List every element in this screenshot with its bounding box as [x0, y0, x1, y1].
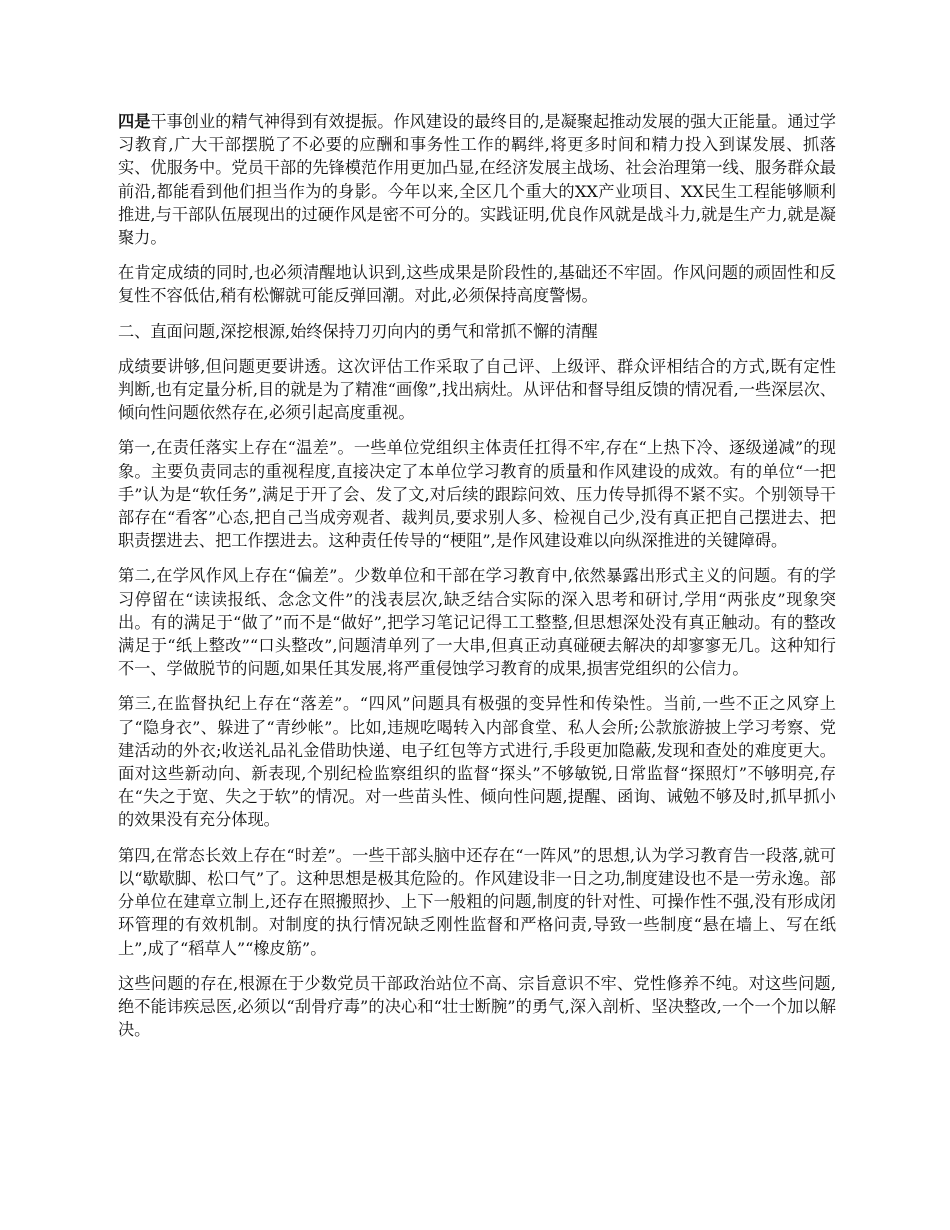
paragraph-fourth-issue: 第四,在常态长效上存在“时差”。一些干部头脑中还存在“一阵风”的思想,认为学习教育告一段落,就可以“歇歇脚、松口气”了。这种思想是极其危险的。作风建设非一日之功,制度建设也不是一劳永逸。部分单位在建章立制上,还存在照搬照抄、上下一般粗的问题,制度的针对性、可操作性不强,没有形成闭环管理的有效机制。对制度的执行情况缺乏刚性监督和严格问责,导致一些制度“悬在墙上、写在纸上”,成了“稻草人”“橡皮筋”。 — [118, 845, 836, 958]
paragraph-conclusion: 这些问题的存在,根源在于少数党员干部政治站位不高、宗旨意识不牢、党性修养不纯。对这些问题,绝不能讳疾忌医,必须以“刮骨疗毒”的决心和“壮士断腕”的勇气,深入剖析、坚决整改,一个一个加以解决。 — [118, 973, 836, 1040]
paragraph-first-issue: 第一,在责任落实上存在“温差”。一些单位党组织主体责任扛得不牢,存在“上热下冷、逐级递减”的现象。主要负责同志的重视程度,直接决定了本单位学习教育的质量和作风建设的成效。有的单位“一把手”认为是“软任务”,满足于开了会、发了文,对后续的跟踪问效、压力传导抓得不紧不实。个别领导干部存在“看客”心态,把自己当成旁观者、裁判员,要求别人多、检视自己少,没有真正把自己摆进去、把职责摆进去、把工作摆进去。这种责任传导的“梗阻”,是作风建设难以向纵深推进的关键障碍。 — [118, 438, 836, 551]
paragraph-problems-intro: 成绩要讲够,但问题更要讲透。这次评估工作采取了自己评、上级评、群众评相结合的方式,既有定性判断,也有定量分析,目的就是为了精准“画像”,找出病灶。从评估和督导组反馈的情况看,一些深层次、倾向性问题依然存在,必须引起高度重视。 — [118, 356, 836, 423]
paragraph-text: 干事创业的精气神得到有效提振。作风建设的最终目的,是凝聚起推动发展的强大正能量。通过学习教育,广大干部摆脱了不必要的应酬和事务性工作的羁绊,将更多时间和精力投入到谋发展、抓落实、优服务中。党员干部的先锋模范作用更加凸显,在经济发展主战场、社会治理第一线、服务群众最前沿,都能看到他们担当作为的身影。今年以来,全区几个重大的XX产业项目、XX民生工程能够顺利推进,与干部队伍展现出的过硬作风是密不可分的。实践证明,优良作风就是战斗力,就是生产力,就是凝聚力。 — [118, 112, 836, 248]
paragraph-third-issue: 第三,在监督执纪上存在“落差”。“四风”问题具有极强的变异性和传染性。当前,一些不正之风穿上了“隐身衣”、躲进了“青纱帐”。比如,违规吃喝转入内部食堂、私人会所;公款旅游披上学习考察、党建活动的外衣;收送礼品礼金借助快递、电子红包等方式进行,手段更加隐蔽,发现和查处的难度更大。面对这些新动向、新表现,个别纪检监察组织的监督“探头”不够敏锐,日常监督“探照灯”不够明亮,存在“失之于宽、失之于软”的情况。对一些苗头性、倾向性问题,提醒、函询、诫勉不够及时,抓早抓小的效果没有充分体现。 — [118, 694, 836, 830]
paragraph-fourth-achievement — [118, 110, 836, 249]
paragraph-recognition: 在肯定成绩的同时,也必须清醒地认识到,这些成果是阶段性的,基础还不牢固。作风问题的顽固性和反复性不容低估,稍有松懈就可能反弹回潮。对此,必须保持高度警惕。 — [118, 263, 836, 306]
document-body — [118, 110, 836, 1053]
paragraph-lead-label: 四是 — [118, 112, 151, 131]
section-heading-2: 二、直面问题,深挖根源,始终保持刀刃向内的勇气和常抓不懈的清醒 — [118, 321, 598, 341]
paragraph-second-issue: 第二,在学风作风上存在“偏差”。少数单位和干部在学习教育中,依然暴露出形式主义的问题。有的学习停留在“读读报纸、念念文件”的浅表层次,缺乏结合实际的深入思考和研讨,学用“两张皮”现象突出。有的满足于“做了”而不是“做好”,把学习笔记记得工工整整,但思想深处没有真正触动。有的整改满足于“纸上整改”“口头整改”,问题清单列了一大串,但真正动真碰硬去解决的却寥寥无几。这种知行不一、学做脱节的问题,如果任其发展,将严重侵蚀学习教育的成果,损害党组织的公信力。 — [118, 566, 836, 679]
